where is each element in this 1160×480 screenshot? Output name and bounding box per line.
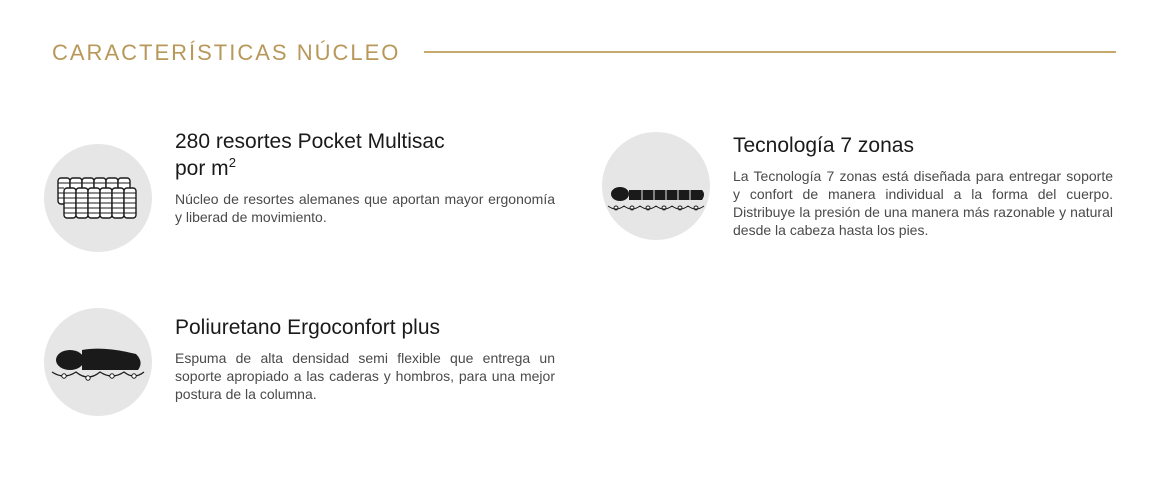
feature-ergoconfort-foam: [44, 308, 564, 428]
section-title: CARACTERÍSTICAS NÚCLEO: [52, 40, 401, 65]
feature-description: Núcleo de resortes alemanes que aportan mayor ergonomía y liberad de movimiento.: [175, 191, 555, 225]
feature-title: [175, 128, 555, 182]
feature-title-line2: por m: [175, 157, 229, 180]
feature-text: [733, 132, 1113, 239]
feature-pocket-springs: [44, 126, 564, 246]
pocket-springs-icon: [44, 144, 152, 252]
feature-description: Espuma de alta densidad semi flexible que entrega un soporte apropiado a las caderas y hombros, para una mejor postura de la columna.: [175, 350, 555, 402]
feature-description: La Tecnología 7 zonas está diseñada para entregar soporte y confort de manera individual a la forma del cuerpo. Distribuye la presión de una manera más razonable y natural desde la cabeza hasta los pies.: [733, 168, 1113, 238]
feature-text: [175, 128, 555, 226]
feature-title-line1: 280 resortes Pocket Multisac: [175, 130, 445, 153]
feature-seven-zones: [602, 132, 1122, 252]
ergoconfort-foam-body-icon: [44, 308, 152, 416]
feature-title: Poliuretano Ergoconfort plus: [175, 316, 440, 339]
section-divider: [424, 51, 1116, 53]
feature-title: Tecnología 7 zonas: [733, 134, 914, 157]
section-header: [52, 36, 1116, 68]
seven-zones-body-icon: [602, 132, 710, 240]
feature-title-superscript: 2: [228, 155, 236, 170]
feature-text: [175, 314, 555, 403]
